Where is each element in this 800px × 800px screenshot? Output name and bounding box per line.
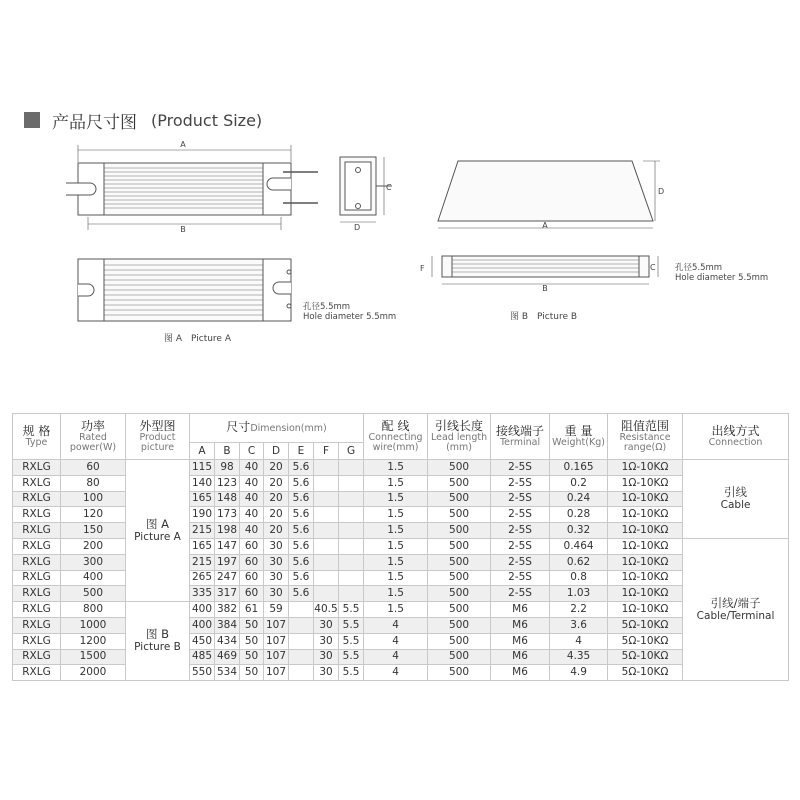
value-cell: 5Ω-10KΩ [608, 649, 683, 665]
type-cell: RXLG [13, 523, 61, 539]
dim-d-label: D [354, 223, 361, 232]
dim-b-c-label: C [650, 263, 656, 272]
drawing-a-top-body [78, 163, 291, 215]
power-cell: 300 [61, 554, 126, 570]
value-cell: 1.03 [550, 586, 608, 602]
value-cell: 215 [190, 554, 215, 570]
value-cell: 20 [264, 475, 289, 491]
type-cell: RXLG [13, 570, 61, 586]
connection-group-terminal-en: Cable/Terminal [696, 609, 775, 622]
value-cell: 30 [314, 649, 339, 665]
type-cell: RXLG [13, 665, 61, 681]
value-cell: 2-5S [491, 507, 550, 523]
value-cell: 2-5S [491, 570, 550, 586]
value-cell: 500 [428, 460, 491, 476]
drawing-b-hole-en: Hole diameter 5.5mm [675, 273, 769, 283]
value-cell: 1.5 [364, 554, 428, 570]
header-dim-a: A [190, 443, 215, 460]
value-cell: 1Ω-10KΩ [608, 460, 683, 476]
picture-group-b-cn: 图 B [145, 627, 170, 642]
value-cell: 40 [240, 460, 264, 476]
header-dimension: 尺寸Dimension(mm) [190, 414, 364, 443]
dim-b-f-label: F [420, 264, 425, 273]
power-cell: 200 [61, 538, 126, 554]
value-cell: 400 [190, 602, 215, 618]
value-cell [339, 570, 364, 586]
section-title [24, 108, 262, 132]
value-cell: 1Ω-10KΩ [608, 602, 683, 618]
value-cell: 384 [215, 617, 240, 633]
value-cell: 60 [240, 570, 264, 586]
value-cell: 1.5 [364, 460, 428, 476]
value-cell: 247 [215, 570, 240, 586]
value-cell [289, 633, 314, 649]
power-cell: 1000 [61, 617, 126, 633]
power-cell: 120 [61, 507, 126, 523]
value-cell: 20 [264, 491, 289, 507]
value-cell: 1.5 [364, 475, 428, 491]
value-cell: 5Ω-10KΩ [608, 665, 683, 681]
value-cell: 500 [428, 554, 491, 570]
drawing-a [66, 140, 396, 344]
value-cell: 1Ω-10KΩ [608, 523, 683, 539]
value-cell: 40 [240, 507, 264, 523]
value-cell: 30 [314, 633, 339, 649]
value-cell: 485 [190, 649, 215, 665]
type-cell: RXLG [13, 554, 61, 570]
value-cell [339, 538, 364, 554]
value-cell: 50 [240, 665, 264, 681]
value-cell: 434 [215, 633, 240, 649]
header-dim-e: E [289, 443, 314, 460]
value-cell [314, 460, 339, 476]
value-cell: 30 [314, 665, 339, 681]
value-cell: 2-5S [491, 538, 550, 554]
value-cell: 1.5 [364, 570, 428, 586]
value-cell: M6 [491, 602, 550, 618]
value-cell: 1.5 [364, 507, 428, 523]
value-cell: 107 [264, 665, 289, 681]
value-cell: 1.5 [364, 491, 428, 507]
value-cell [314, 475, 339, 491]
value-cell: 500 [428, 649, 491, 665]
value-cell: 30 [264, 570, 289, 586]
value-cell: 2-5S [491, 491, 550, 507]
value-cell: M6 [491, 633, 550, 649]
value-cell [339, 507, 364, 523]
value-cell: 1Ω-10KΩ [608, 554, 683, 570]
value-cell: 3.6 [550, 617, 608, 633]
connection-group-cable [683, 460, 789, 539]
value-cell: 1.5 [364, 538, 428, 554]
value-cell: 40 [240, 475, 264, 491]
value-cell: 500 [428, 523, 491, 539]
value-cell: 1.5 [364, 602, 428, 618]
dim-b-a-label: A [542, 221, 548, 230]
value-cell: 5.6 [289, 586, 314, 602]
value-cell: 1.5 [364, 586, 428, 602]
value-cell: 2-5S [491, 460, 550, 476]
picture-group-a-cn: 图 A [145, 516, 170, 531]
header-weight: 重 量 Weight(Kg) [550, 414, 608, 460]
header-power: 功率 Rated power(W) [61, 414, 126, 460]
value-cell: 2-5S [491, 586, 550, 602]
value-cell: 2.2 [550, 602, 608, 618]
value-cell: 5.5 [339, 633, 364, 649]
dim-b-label: B [180, 225, 186, 234]
value-cell: 20 [264, 507, 289, 523]
value-cell [314, 523, 339, 539]
type-cell: RXLG [13, 617, 61, 633]
value-cell: 2-5S [491, 523, 550, 539]
value-cell: 500 [428, 507, 491, 523]
type-cell: RXLG [13, 507, 61, 523]
value-cell [339, 475, 364, 491]
value-cell: 40.5 [314, 602, 339, 618]
value-cell: 0.165 [550, 460, 608, 476]
table-row [13, 460, 789, 476]
dim-a-label: A [180, 140, 186, 149]
power-cell: 100 [61, 491, 126, 507]
value-cell: 500 [428, 665, 491, 681]
value-cell: M6 [491, 649, 550, 665]
drawing-a-hole-cn: 孔径5.5mm [303, 302, 351, 312]
value-cell: 5.6 [289, 523, 314, 539]
value-cell: 500 [428, 538, 491, 554]
value-cell: 30 [314, 617, 339, 633]
value-cell: 50 [240, 633, 264, 649]
title-cn: 产品尺寸图 [52, 112, 137, 133]
table-row [13, 602, 789, 618]
power-cell: 1500 [61, 649, 126, 665]
value-cell [289, 665, 314, 681]
picture-group-a [126, 460, 190, 602]
value-cell [314, 507, 339, 523]
value-cell: 534 [215, 665, 240, 681]
value-cell: 20 [264, 460, 289, 476]
value-cell: 50 [240, 649, 264, 665]
value-cell [314, 491, 339, 507]
value-cell: 60 [240, 538, 264, 554]
spec-table-body [13, 460, 789, 681]
value-cell: 50 [240, 617, 264, 633]
value-cell: 5.5 [339, 617, 364, 633]
value-cell: 4.35 [550, 649, 608, 665]
value-cell: 5.5 [339, 602, 364, 618]
value-cell [314, 586, 339, 602]
value-cell: 265 [190, 570, 215, 586]
value-cell: 0.2 [550, 475, 608, 491]
value-cell: 0.464 [550, 538, 608, 554]
type-cell: RXLG [13, 491, 61, 507]
power-cell: 400 [61, 570, 126, 586]
value-cell: 60 [240, 554, 264, 570]
power-cell: 80 [61, 475, 126, 491]
header-resistance: 阻值范围 Resistance range(Ω) [608, 414, 683, 460]
value-cell: 1Ω-10KΩ [608, 507, 683, 523]
picture-group-b-en: Picture B [134, 641, 181, 654]
value-cell: 1Ω-10KΩ [608, 475, 683, 491]
value-cell: 4 [364, 649, 428, 665]
value-cell: 5.6 [289, 491, 314, 507]
value-cell: 0.32 [550, 523, 608, 539]
value-cell: 165 [190, 538, 215, 554]
value-cell: 0.8 [550, 570, 608, 586]
value-cell: 30 [264, 554, 289, 570]
value-cell: 382 [215, 602, 240, 618]
value-cell: 190 [190, 507, 215, 523]
value-cell: 1.5 [364, 523, 428, 539]
value-cell: 20 [264, 523, 289, 539]
header-lead: 引线长度 Lead length (mm) [428, 414, 491, 460]
value-cell [289, 617, 314, 633]
title-square-icon [24, 112, 40, 128]
value-cell: 500 [428, 617, 491, 633]
value-cell [314, 570, 339, 586]
power-cell: 1200 [61, 633, 126, 649]
value-cell: 5.6 [289, 554, 314, 570]
value-cell: 0.62 [550, 554, 608, 570]
value-cell: 61 [240, 602, 264, 618]
value-cell: 123 [215, 475, 240, 491]
header-dim-g: G [339, 443, 364, 460]
drawing-b [420, 161, 768, 322]
value-cell: 1Ω-10KΩ [608, 538, 683, 554]
value-cell: M6 [491, 617, 550, 633]
power-cell: 150 [61, 523, 126, 539]
header-dim-f: F [314, 443, 339, 460]
product-drawings [0, 140, 800, 355]
value-cell: 500 [428, 586, 491, 602]
header-dim-b: B [215, 443, 240, 460]
value-cell [339, 523, 364, 539]
value-cell: 5.5 [339, 665, 364, 681]
value-cell: 5.6 [289, 507, 314, 523]
header-dim-c: C [240, 443, 264, 460]
header-type: 规 格 Type [13, 414, 61, 460]
drawing-a-hole-en: Hole diameter 5.5mm [303, 312, 397, 322]
value-cell: 165 [190, 491, 215, 507]
value-cell: 107 [264, 649, 289, 665]
dim-b-d-label: D [658, 187, 665, 196]
type-cell: RXLG [13, 649, 61, 665]
value-cell: 198 [215, 523, 240, 539]
value-cell: 1Ω-10KΩ [608, 491, 683, 507]
connection-group-terminal [683, 538, 789, 680]
drawing-a-caption: 图 A Picture A [164, 334, 231, 344]
type-cell: RXLG [13, 586, 61, 602]
value-cell: 2-5S [491, 475, 550, 491]
value-cell: 148 [215, 491, 240, 507]
power-cell: 2000 [61, 665, 126, 681]
value-cell [339, 586, 364, 602]
value-cell: 197 [215, 554, 240, 570]
spec-table [12, 413, 789, 681]
value-cell: 469 [215, 649, 240, 665]
value-cell: 5.5 [339, 649, 364, 665]
value-cell: 4 [364, 665, 428, 681]
drawing-b-caption: 图 B Picture B [510, 312, 578, 322]
title-en: (Product Size) [151, 110, 263, 130]
value-cell: 4 [364, 633, 428, 649]
value-cell: 115 [190, 460, 215, 476]
header-dim-d: D [264, 443, 289, 460]
value-cell [314, 538, 339, 554]
value-cell: 500 [428, 570, 491, 586]
value-cell: 30 [264, 538, 289, 554]
dim-b-b-label: B [542, 284, 548, 293]
value-cell: 4 [364, 617, 428, 633]
drawing-b-hole-cn: 孔径5.5mm [675, 263, 723, 273]
dim-c-label: C [386, 183, 392, 192]
value-cell: 5.6 [289, 538, 314, 554]
value-cell [339, 491, 364, 507]
value-cell: M6 [491, 665, 550, 681]
power-cell: 500 [61, 586, 126, 602]
value-cell: 317 [215, 586, 240, 602]
value-cell: 335 [190, 586, 215, 602]
value-cell: 140 [190, 475, 215, 491]
type-cell: RXLG [13, 633, 61, 649]
drawing-b-top-body [442, 256, 649, 277]
value-cell: 500 [428, 633, 491, 649]
value-cell: 450 [190, 633, 215, 649]
value-cell: 107 [264, 633, 289, 649]
value-cell [314, 554, 339, 570]
type-cell: RXLG [13, 460, 61, 476]
value-cell [289, 649, 314, 665]
power-cell: 800 [61, 602, 126, 618]
value-cell: 0.28 [550, 507, 608, 523]
value-cell: 1Ω-10KΩ [608, 586, 683, 602]
value-cell: 107 [264, 617, 289, 633]
value-cell [339, 554, 364, 570]
value-cell: 173 [215, 507, 240, 523]
value-cell: 5Ω-10KΩ [608, 617, 683, 633]
value-cell: 500 [428, 602, 491, 618]
type-cell: RXLG [13, 602, 61, 618]
value-cell: 98 [215, 460, 240, 476]
value-cell: 5.6 [289, 475, 314, 491]
value-cell: 2-5S [491, 554, 550, 570]
value-cell: 0.24 [550, 491, 608, 507]
picture-group-a-en: Picture A [134, 530, 181, 543]
value-cell: 147 [215, 538, 240, 554]
value-cell: 4.9 [550, 665, 608, 681]
connection-group-terminal-cn: 引线/端子 [710, 595, 761, 610]
header-connection: 出线方式 Connection [683, 414, 789, 460]
power-cell: 60 [61, 460, 126, 476]
value-cell: 40 [240, 523, 264, 539]
connection-group-cable-cn: 引线 [724, 484, 748, 499]
value-cell: 40 [240, 491, 264, 507]
value-cell: 215 [190, 523, 215, 539]
value-cell: 5.6 [289, 460, 314, 476]
value-cell [339, 460, 364, 476]
header-wire: 配 线 Connecting wire(mm) [364, 414, 428, 460]
drawing-b-side-body [438, 161, 653, 221]
value-cell: 59 [264, 602, 289, 618]
connection-group-cable-en: Cable [720, 498, 751, 511]
header-picture: 外型图 Product picture [126, 414, 190, 460]
value-cell: 1Ω-10KΩ [608, 570, 683, 586]
value-cell: 5.6 [289, 570, 314, 586]
value-cell: 500 [428, 475, 491, 491]
value-cell: 4 [550, 633, 608, 649]
value-cell: 30 [264, 586, 289, 602]
value-cell: 500 [428, 491, 491, 507]
value-cell: 5Ω-10KΩ [608, 633, 683, 649]
type-cell: RXLG [13, 538, 61, 554]
value-cell [289, 602, 314, 618]
value-cell: 550 [190, 665, 215, 681]
type-cell: RXLG [13, 475, 61, 491]
picture-group-b [126, 602, 190, 681]
value-cell: 400 [190, 617, 215, 633]
header-terminal: 接线端子 Terminal [491, 414, 550, 460]
value-cell: 60 [240, 586, 264, 602]
